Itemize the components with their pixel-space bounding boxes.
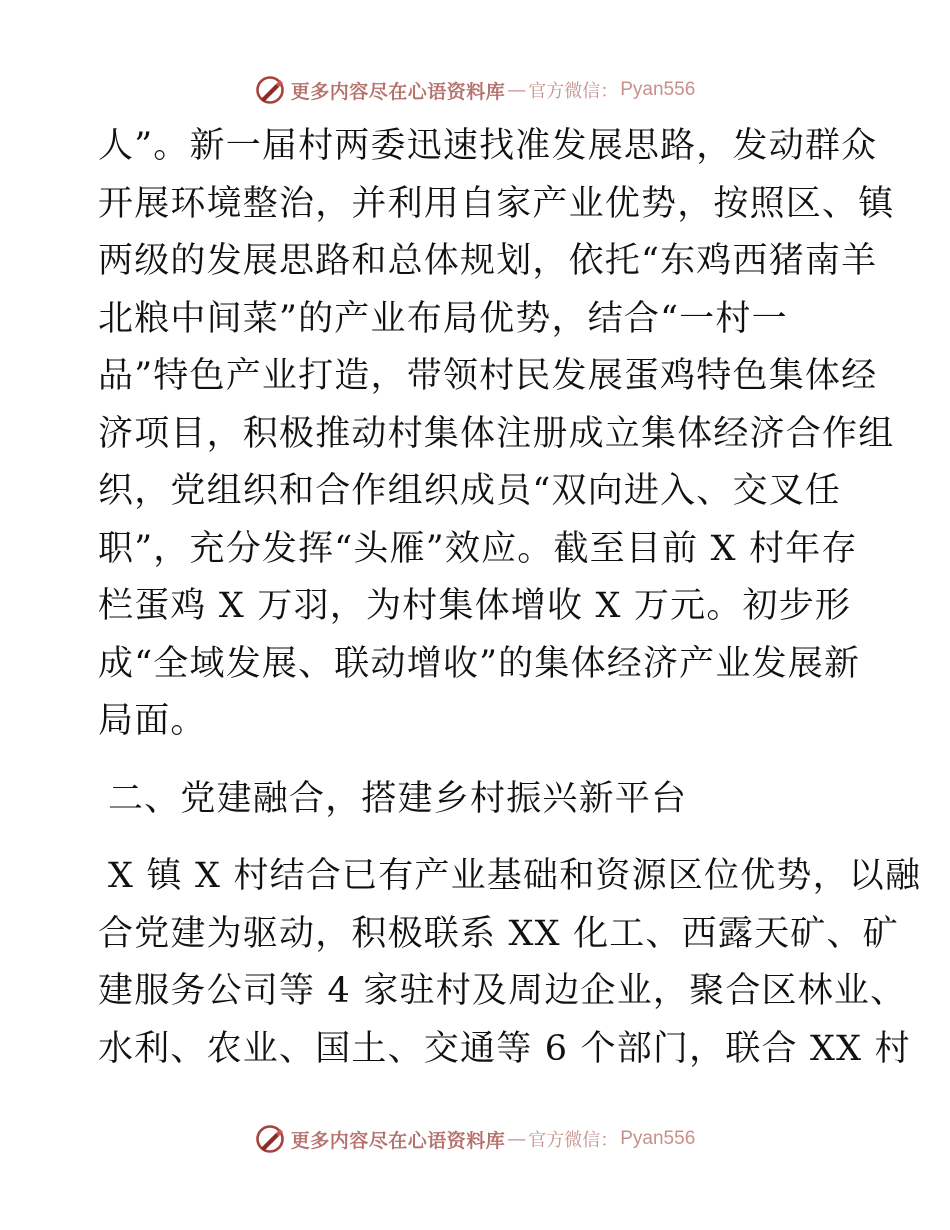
watermark-title: 更多内容尽在心语资料库 [290,80,506,103]
pen-logo-icon [255,75,285,105]
watermark-dash: — [507,79,527,101]
text-line: 水利、农业、国土、交通等 6 个部门，联合 XX 村 [98,1028,911,1069]
text-line: 合党建为驱动，积极联系 XX 化工、西露天矿、矿 [98,913,899,954]
text-line: 两级的发展思路和总体规划，依托“东鸡西猪南羊 [98,241,878,281]
paragraph-2 [98,848,922,1078]
text-line: 局面。 [98,701,207,741]
section-heading: 二、党建融合，搭建乡村振兴新平台 [108,778,688,819]
text-line: 建服务公司等 4 家驻村及周边企业，聚合区林业、 [98,971,907,1011]
text-line: 人”。新一届村两委迅速找准发展思路，发动群众 [98,126,878,166]
text-line: 品”特色产业打造，带领村民发展蛋鸡特色集体经 [98,356,878,396]
text-line: X 镇 X 村结合已有产业基础和资源区位优势，以融 [108,856,922,896]
watermark-label: 官方微信： [528,81,619,102]
text-line: 织，党组织和合作组织成员“双向进入、交叉任 [98,471,842,511]
text-line: 开展环境整治，并利用自家产业优势，按照区、镇 [98,183,895,224]
text-line: 济项目，积极推动村集体注册成立集体经济合作组 [98,413,895,454]
watermark-header [0,72,950,108]
pen-logo-icon [255,1124,285,1154]
watermark-account: Pyan556 [620,79,696,100]
text-line: 栏蛋鸡 X 万羽，为村集体增收 X 万元。初步形 [98,586,852,626]
document-body [98,118,922,1078]
paragraph-1 [98,118,895,751]
watermark-label: 官方微信： [528,1130,619,1151]
text-line: 成“全域发展、联动增收”的集体经济产业发展新 [98,643,861,684]
watermark-footer [0,1121,950,1157]
watermark-dash: — [507,1128,527,1150]
watermark-account: Pyan556 [620,1128,696,1149]
text-line: 北粮中间菜”的产业布局优势，结合“一村一 [98,298,788,339]
text-line: 职”，充分发挥“头雁”效应。截至目前 X 村年存 [98,528,858,569]
watermark-title: 更多内容尽在心语资料库 [290,1129,506,1152]
